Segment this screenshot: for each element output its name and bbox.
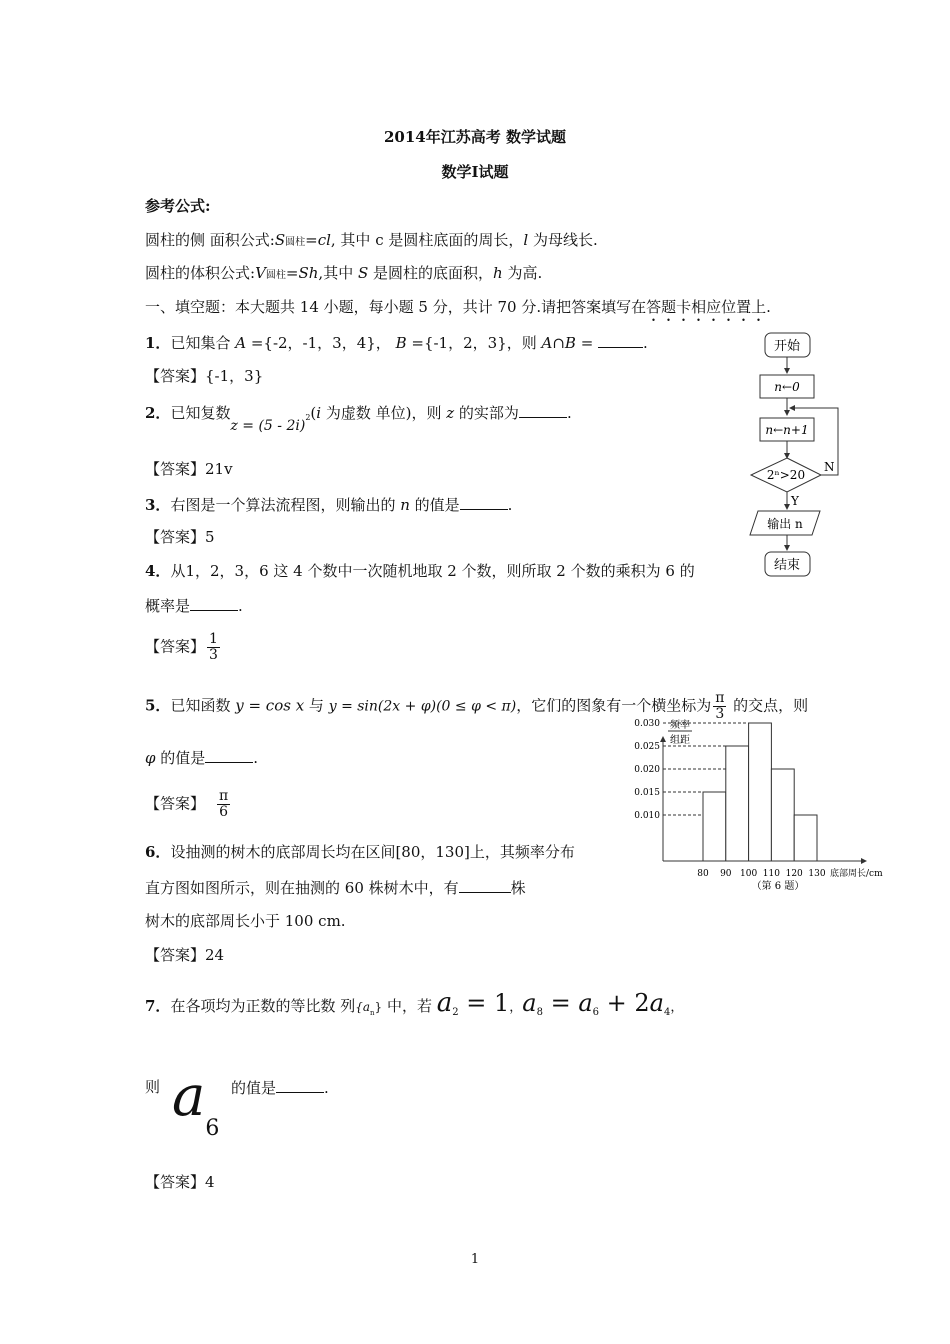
y-axis-label-denominator: 组距 bbox=[670, 735, 690, 746]
histogram-bar bbox=[749, 723, 772, 861]
question-number: 2． bbox=[145, 404, 171, 422]
answer-label: 【答案】 bbox=[145, 794, 206, 813]
subscript: 4 bbox=[663, 1007, 671, 1018]
symbol-S: S bbox=[357, 264, 369, 282]
page-subtitle: 数学Ⅰ试题 bbox=[441, 163, 509, 181]
fraction-denominator: 3 bbox=[209, 647, 218, 663]
formula-cylinder-volume bbox=[145, 263, 542, 286]
histogram-bar bbox=[771, 769, 794, 861]
question-number: 3． bbox=[145, 496, 171, 514]
subscript: 6 bbox=[592, 1007, 600, 1018]
answer-blank bbox=[459, 877, 511, 893]
flow-output-label: 输出 n bbox=[767, 517, 803, 531]
answer-value: 24 bbox=[205, 946, 225, 964]
answer-label: 【答案】 bbox=[145, 367, 206, 385]
complex-formula: z = (5 - 2i) bbox=[230, 418, 306, 434]
symbol-Sh: Sh bbox=[298, 264, 319, 282]
set-B: ={-1，2，3}，则 bbox=[406, 334, 542, 352]
formula-text: 为高. bbox=[502, 264, 543, 282]
question-text: 已知复数 bbox=[170, 404, 231, 422]
answer-1 bbox=[145, 366, 263, 386]
question-number: 7． bbox=[145, 997, 171, 1015]
formula-text: , 其中 c 是圆柱底面的周长， bbox=[330, 231, 524, 249]
function-sin: y = sin(2x + φ)(0 ≤ φ < π) bbox=[328, 698, 517, 715]
y-tick-label: 0.010 bbox=[634, 811, 660, 821]
section-intro bbox=[145, 297, 771, 325]
formula-text: = bbox=[305, 231, 318, 249]
symbol-a: a bbox=[649, 989, 664, 1017]
histogram-bar bbox=[703, 792, 726, 861]
subscript: n bbox=[370, 1009, 375, 1017]
answer-blank bbox=[276, 1077, 324, 1093]
symbol-a: a bbox=[436, 988, 453, 1018]
question-number: 4． bbox=[145, 562, 171, 580]
symbol-z: z bbox=[446, 404, 455, 422]
subscript: 8 bbox=[536, 1007, 543, 1018]
answer-blank bbox=[190, 595, 238, 611]
formula-text: = bbox=[285, 264, 299, 282]
symbol-cl: cl bbox=[317, 231, 331, 249]
x-tick-label: 130 bbox=[808, 869, 826, 879]
answer-fraction bbox=[207, 632, 220, 663]
symbol-a: a bbox=[522, 989, 537, 1017]
question-text: 的实部为 bbox=[454, 404, 519, 422]
period: . bbox=[253, 749, 259, 767]
x-tick-label: 80 bbox=[697, 869, 709, 879]
y-tick-label: 0.015 bbox=[634, 788, 660, 798]
symbol-V: V bbox=[255, 264, 266, 282]
question-text: 直方图如图所示，则在抽测的 60 株树木中，有 bbox=[145, 879, 459, 897]
period: . bbox=[507, 496, 513, 514]
comma: ， bbox=[670, 1000, 684, 1015]
chart-caption: （第 6 题） bbox=[751, 881, 805, 892]
answer-label: 【答案】 bbox=[145, 528, 206, 546]
symbol-a-large: a bbox=[172, 1064, 206, 1129]
superscript: 2 bbox=[305, 413, 311, 422]
answer-5 bbox=[145, 789, 232, 829]
symbol-S: S bbox=[274, 231, 286, 249]
answer-7 bbox=[145, 1172, 215, 1192]
flow-no-label: N bbox=[824, 460, 835, 474]
question-7-then bbox=[145, 1077, 160, 1097]
formula-text: 是圆柱的底面积， bbox=[368, 264, 494, 282]
question-3 bbox=[145, 494, 512, 515]
answer-blank bbox=[460, 494, 508, 510]
symbol-h: h bbox=[493, 264, 503, 282]
comma: ， bbox=[509, 1000, 523, 1015]
equation: = 1 bbox=[458, 989, 510, 1017]
answer-value: 21v bbox=[205, 460, 233, 478]
sequence-symbol: } bbox=[374, 1000, 383, 1014]
histogram-bar bbox=[726, 746, 749, 861]
question-text: 的值是 bbox=[231, 1079, 277, 1097]
period: . bbox=[643, 334, 648, 352]
question-4-cont bbox=[145, 595, 243, 616]
y-axis-label-numerator: 频率 bbox=[670, 720, 690, 731]
question-text: 在各项均为正数的等比数 列 bbox=[170, 997, 356, 1015]
x-tick-label: 90 bbox=[720, 869, 732, 879]
answer-blank bbox=[598, 332, 643, 348]
period: . bbox=[238, 597, 243, 615]
section-intro-emphasis: 答题卡相应位置上 bbox=[646, 298, 767, 316]
flow-init-label: n←0 bbox=[774, 380, 800, 394]
y-tick-label: 0.025 bbox=[634, 742, 660, 752]
equation: = bbox=[542, 989, 579, 1017]
answer-value: 5 bbox=[205, 528, 215, 546]
section-intro-end: . bbox=[766, 298, 771, 316]
y-tick-label: 0.030 bbox=[634, 719, 660, 729]
question-7 bbox=[145, 988, 683, 1020]
subscript: 圆柱 bbox=[285, 237, 306, 248]
subscript: 圆柱 bbox=[265, 270, 286, 281]
symbol-A: A bbox=[235, 334, 247, 352]
flow-end-label: 结束 bbox=[773, 558, 801, 573]
big-a6 bbox=[172, 1062, 219, 1142]
set-A: ={-2，-1，3，4}， bbox=[246, 334, 396, 352]
question-text: 树木的底部周长小于 100 cm. bbox=[145, 912, 346, 930]
formula-heading: 参考公式: bbox=[145, 197, 211, 215]
question-6-cont2 bbox=[145, 911, 346, 931]
formula-text: 为母线长. bbox=[528, 231, 598, 249]
page-title: 2014年江苏高考 数学试题 bbox=[384, 128, 566, 146]
answer-blank bbox=[205, 747, 253, 763]
period: . bbox=[566, 404, 572, 422]
flow-condition-label: 2ⁿ>20 bbox=[766, 468, 806, 482]
answer-label: 【答案】 bbox=[145, 460, 206, 478]
question-text: 已知函数 bbox=[170, 696, 236, 715]
function-cos: y = cos x bbox=[235, 696, 305, 715]
question-text: ( bbox=[310, 404, 317, 422]
question-4 bbox=[145, 561, 695, 581]
fraction-denominator: 6 bbox=[219, 804, 229, 820]
subscript-large: 6 bbox=[205, 1116, 220, 1141]
formula-text: 圆柱的体积公式: bbox=[145, 264, 256, 282]
question-number: 5． bbox=[145, 696, 171, 715]
answer-fraction bbox=[217, 789, 230, 820]
answer-label: 【答案】 bbox=[145, 946, 206, 964]
question-text: 与 bbox=[304, 696, 329, 715]
histogram-bar bbox=[794, 815, 817, 861]
x-axis-label: 底部周长/cm bbox=[830, 869, 883, 879]
answer-6 bbox=[145, 945, 224, 965]
question-text: 设抽测的树木的底部周长均在区间[80，130]上，其频率分布 bbox=[170, 843, 575, 861]
answer-2 bbox=[145, 459, 233, 479]
question-6-cont bbox=[145, 877, 526, 898]
symbol-phi: φ bbox=[145, 749, 156, 767]
question-text: 的交点，则 bbox=[728, 696, 809, 715]
question-text: 的值是 bbox=[155, 749, 206, 767]
symbol-a: a bbox=[578, 989, 593, 1017]
answer-value: 4 bbox=[205, 1173, 215, 1191]
question-5-cont bbox=[145, 747, 258, 768]
flow-yes-label: Y bbox=[791, 494, 799, 508]
histogram-chart bbox=[628, 712, 898, 897]
question-number: 6． bbox=[145, 843, 171, 861]
question-text: 中，若 bbox=[382, 997, 437, 1015]
question-text: 株 bbox=[510, 879, 526, 897]
question-6 bbox=[145, 842, 575, 862]
symbol-i: i bbox=[316, 404, 322, 422]
question-text: 右图是一个算法流程图，则输出的 bbox=[170, 496, 401, 514]
intersection: A∩B bbox=[541, 334, 576, 352]
answer-label: 【答案】 bbox=[145, 1173, 206, 1191]
question-text: 为虚数 单位)，则 bbox=[321, 404, 447, 422]
formula-cylinder-lateral bbox=[145, 230, 598, 253]
x-tick-label: 100 bbox=[740, 869, 758, 879]
symbol-n: n bbox=[400, 496, 410, 514]
question-text: 则 bbox=[145, 1078, 161, 1096]
sequence-symbol: {a bbox=[355, 1000, 371, 1014]
answer-3 bbox=[145, 527, 215, 547]
formula-text: ,其中 bbox=[318, 264, 358, 282]
question-text: 的值是 bbox=[409, 496, 460, 514]
answer-blank bbox=[519, 402, 567, 418]
section-intro-text: 一、填空题：本大题共 14 小题，每小题 5 分，共计 70 分.请把答案填写在 bbox=[145, 298, 647, 316]
equals: = bbox=[575, 334, 599, 352]
equation: + 2 bbox=[599, 989, 650, 1017]
flow-start-label: 开始 bbox=[773, 339, 801, 354]
flowchart bbox=[740, 325, 880, 585]
subscript: 2 bbox=[452, 1007, 459, 1018]
page-number: 1 bbox=[470, 1252, 480, 1267]
question-text: 概率是 bbox=[145, 597, 191, 615]
question-7-cont bbox=[231, 1077, 329, 1098]
symbol-l: l bbox=[523, 231, 529, 249]
answer-4 bbox=[145, 632, 222, 672]
answer-value: {-1，3} bbox=[205, 367, 264, 385]
question-2 bbox=[145, 400, 572, 434]
answer-label: 【答案】 bbox=[145, 637, 206, 656]
fraction-numerator: π bbox=[219, 788, 229, 804]
x-tick-label: 120 bbox=[785, 869, 803, 879]
fraction-denominator: 3 bbox=[715, 706, 725, 722]
question-text: 已知集合 bbox=[170, 334, 236, 352]
y-tick-label: 0.020 bbox=[634, 765, 660, 775]
question-number: 1． bbox=[145, 334, 171, 352]
question-1 bbox=[145, 332, 648, 353]
formula-text: 圆柱的侧 面积公式: bbox=[145, 231, 275, 249]
flow-step-label: n←n+1 bbox=[765, 423, 809, 437]
question-text: 从1，2，3，6 这 4 个数中一次随机地取 2 个数，则所取 2 个数的乘积为 6 的 bbox=[170, 562, 695, 580]
question-text: ，它们的图象有一个横坐标为 bbox=[516, 696, 712, 715]
fraction-numerator: π bbox=[715, 690, 725, 706]
period: . bbox=[324, 1079, 329, 1097]
fraction-numerator: 1 bbox=[209, 631, 218, 647]
symbol-B: B bbox=[395, 334, 407, 352]
x-tick-label: 110 bbox=[762, 869, 780, 879]
